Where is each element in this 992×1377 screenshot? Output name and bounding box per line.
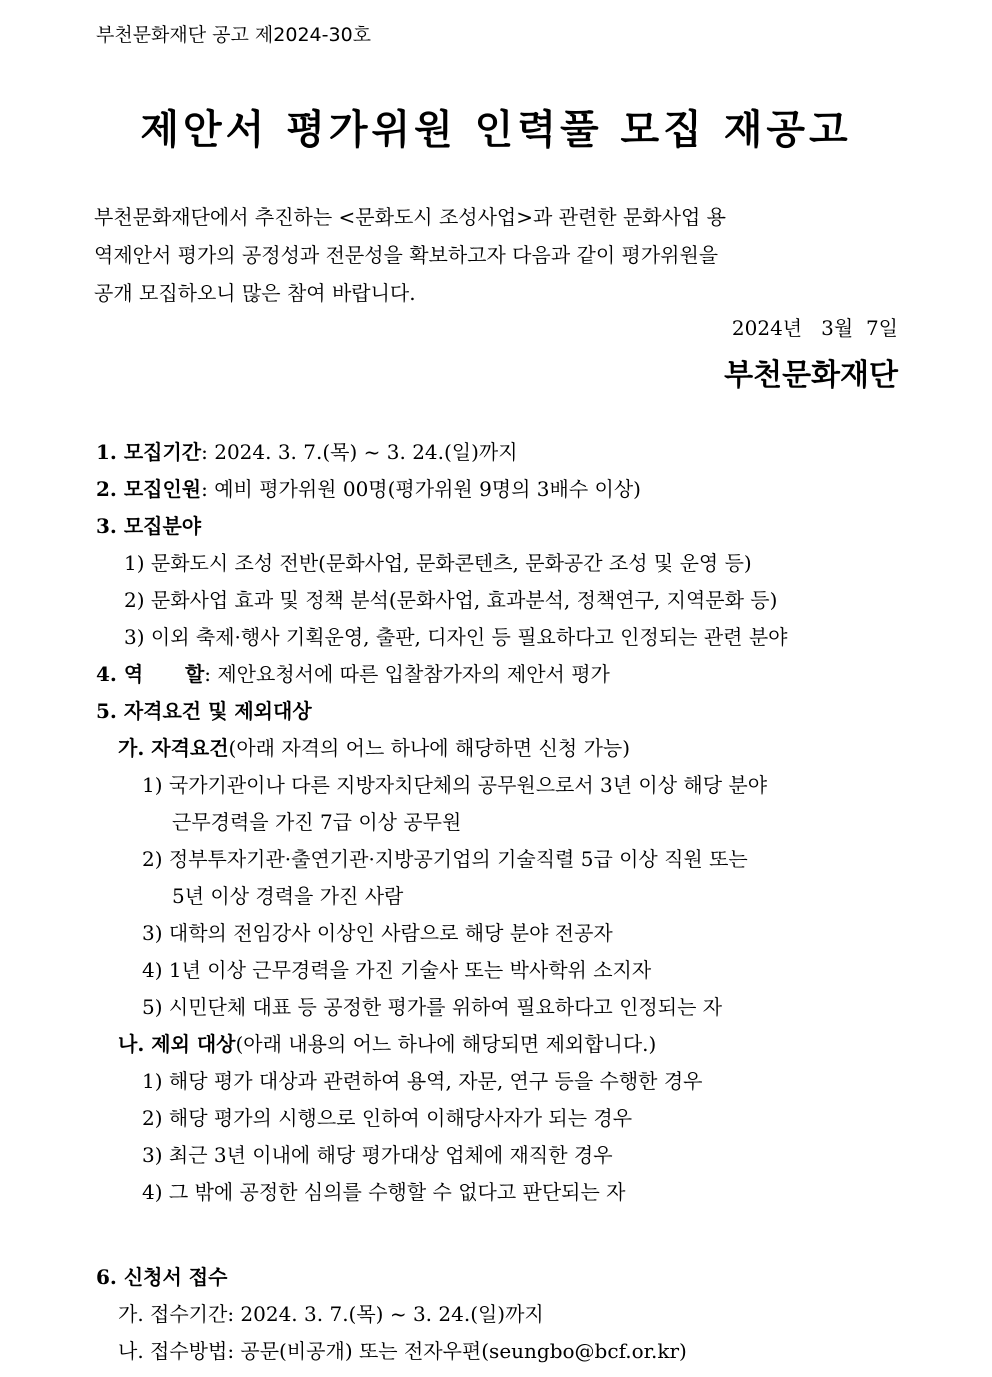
list-item: 2) 정부투자기관·출연기관·지방공기업의 기술직렬 5급 이상 직원 또는 bbox=[142, 847, 748, 871]
section-text: : 2024. 3. 7.(목) ~ 3. 24.(일)까지 bbox=[201, 440, 518, 464]
intro-line: 공개 모집하오니 많은 참여 바랍니다. bbox=[94, 281, 416, 305]
list-item: 3) 이외 축제·행사 기획운영, 출판, 디자인 등 필요하다고 인정되는 관련 분야 bbox=[124, 625, 788, 649]
intro-line: 역제안서 평가의 공정성과 전문성을 확보하고자 다음과 같이 평가위원을 bbox=[94, 243, 719, 267]
section-label: 2. 모집인원 bbox=[96, 477, 202, 501]
list-item: 5) 시민단체 대표 등 공정한 평가를 위하여 필요하다고 인정되는 자 bbox=[142, 995, 723, 1019]
list-item: 3) 최근 3년 이내에 해당 평가대상 업체에 재직한 경우 bbox=[142, 1143, 613, 1167]
list-item: 가. 접수기간: 2024. 3. 7.(목) ~ 3. 24.(일)까지 bbox=[118, 1302, 544, 1326]
notice-number: 부천문화재단 공고 제2024-30호 bbox=[96, 24, 372, 46]
subsection-text: (아래 내용의 어느 하나에 해당되면 제외합니다.) bbox=[235, 1032, 657, 1056]
list-item-continued: 5년 이상 경력을 가진 사람 bbox=[172, 884, 404, 908]
page-title: 제안서 평가위원 인력풀 모집 재공고 bbox=[140, 107, 852, 153]
subsection-qualifications bbox=[118, 734, 630, 762]
list-item: 4) 1년 이상 근무경력을 가진 기술사 또는 박사학위 소지자 bbox=[142, 958, 652, 982]
list-item: 1) 문화도시 조성 전반(문화사업, 문화콘텐츠, 문화공간 조성 및 운영 등) bbox=[124, 551, 752, 575]
section-recruit-field: 3. 모집분야 bbox=[96, 514, 202, 538]
section-label: 1. 모집기간 bbox=[96, 440, 202, 464]
section-eligibility: 5. 자격요건 및 제외대상 bbox=[96, 699, 312, 723]
list-item: 2) 문화사업 효과 및 정책 분석(문화사업, 효과분석, 정책연구, 지역문화 등) bbox=[124, 588, 778, 612]
section-text: : 제안요청서에 따른 입찰참가자의 제안서 평가 bbox=[204, 662, 610, 686]
section-role bbox=[96, 660, 610, 688]
list-item: 1) 해당 평가 대상과 관련하여 용역, 자문, 연구 등을 수행한 경우 bbox=[142, 1069, 703, 1093]
list-item: 4) 그 밖에 공정한 심의를 수행할 수 없다고 판단되는 자 bbox=[142, 1180, 626, 1204]
section-text: : 예비 평가위원 00명(평가위원 9명의 3배수 이상) bbox=[201, 477, 641, 501]
list-item-continued: 근무경력을 가진 7급 이상 공무원 bbox=[172, 810, 462, 834]
subsection-label: 나. 제외 대상 bbox=[118, 1032, 236, 1056]
notice-date: 2024년 3월 7일 bbox=[731, 316, 898, 340]
subsection-label: 가. 자격요건 bbox=[118, 736, 229, 760]
subsection-exclusions bbox=[118, 1030, 656, 1058]
list-item: 2) 해당 평가의 시행으로 인하여 이해당사자가 되는 경우 bbox=[142, 1106, 633, 1130]
intro-line: 부천문화재단에서 추진하는 <문화도시 조성사업>과 관련한 문화사업 용 bbox=[94, 205, 726, 229]
list-item: 1) 국가기관이나 다른 지방자치단체의 공무원으로서 3년 이상 해당 분야 bbox=[142, 773, 768, 797]
list-item: 3) 대학의 전임강사 이상인 사람으로 해당 분야 전공자 bbox=[142, 921, 613, 945]
section-recruit-number bbox=[96, 475, 641, 503]
intro-paragraph bbox=[94, 198, 900, 312]
subsection-text: (아래 자격의 어느 하나에 해당하면 신청 가능) bbox=[228, 736, 631, 760]
list-item: 나. 접수방법: 공문(비공개) 또는 전자우편(seungbo@bcf.or.kr) bbox=[118, 1339, 687, 1363]
section-recruit-period bbox=[96, 438, 518, 466]
organization-name: 부천문화재단 bbox=[724, 358, 898, 393]
section-label: 4. 역 할 bbox=[96, 662, 205, 686]
section-application: 6. 신청서 접수 bbox=[96, 1265, 228, 1289]
